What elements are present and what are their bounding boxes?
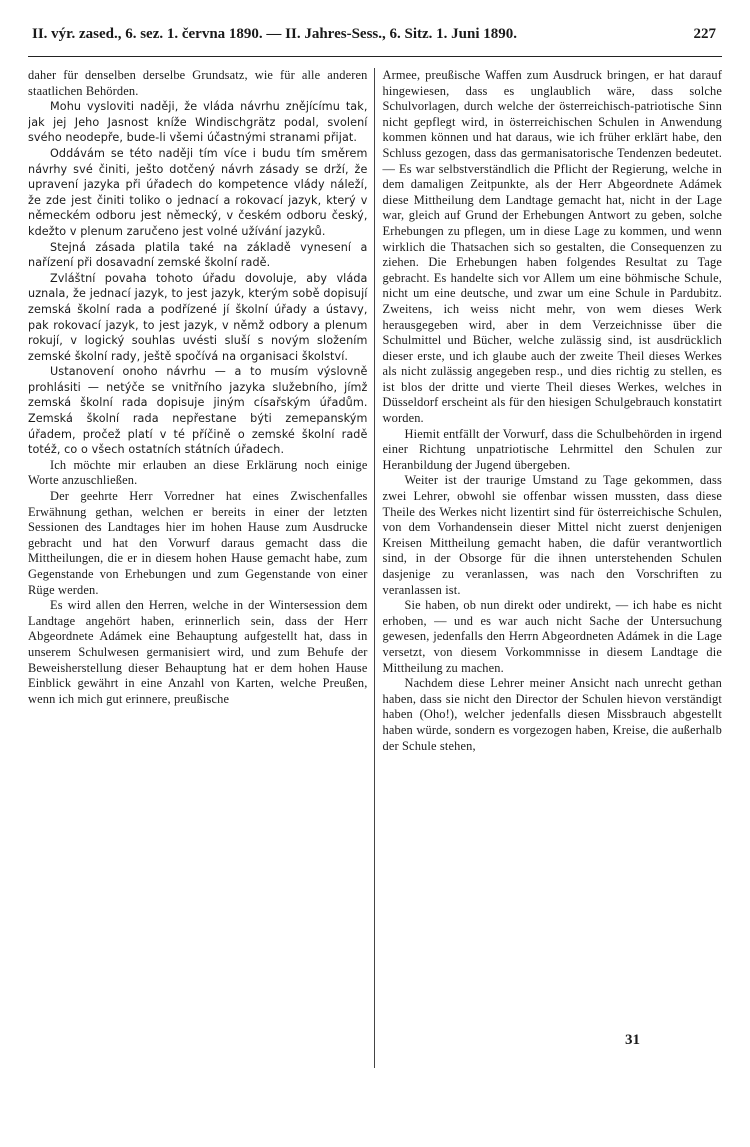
paragraph: Ustanovení onoho návrhu — a to musím výslovně prohlásiti — netýče se vnitřního jazyka služebního, jímž zemská školní rada dopisuje jiným císařským úřadům. Zemská školní rada nepřestane býti zemepanským úřadem, pročež platí v té příčině o zemské školní radě totéž, co o všech ostatních státních úřadech. (28, 365, 368, 457)
paragraph: Der geehrte Herr Vorredner hat eines Zwischenfalles Erwähnung gethan, welchen er bereits in einer der letzten Sessionen des Landtages hier im hohen Hause zum Ausdrucke gebracht und hat den Vorwurf daraus gemacht dass die Mittheilungen, die er in diesem hohen Hause gemacht habe, zum Gegenstande von Erhebungen und zum Gegenstande von einer Rüge werden. (28, 489, 368, 597)
text-columns (28, 68, 722, 1068)
paragraph: Zvláštní povaha tohoto úřadu dovoluje, aby vláda uznala, že jednací jazyk, to jest jazyk, kterým sobě dopisují zemská školní rada a podřízené jí školní úřady a ústavy, pak rokovací jazyk, to jest jazyk, v němž odbory a plenum rokují, v logický souhlas uvésti sluší s novým složením zemské školní rady, ještě spočívá na organisaci školství. (28, 271, 368, 363)
running-header (28, 26, 722, 48)
sheet-signature: 31 (625, 1032, 640, 1048)
paragraph: Armee, preußische Waffen zum Ausdruck bringen, er hat darauf hingewiesen, dass es unglaublich wäre, dass solche Schulvorlagen, durch welche der österreichisch-patriotische Sinn nicht gepflegt wird, in österreichischen Schulen in Anwendung kommen können und hat daraus, wie ich früher erklärt habe, den Schluss gezogen, dass das germanisatorische Tendenzen bedeutet. — Es war selbstverständlich die Pflicht der Regierung, welche in dem damaligen Zeitpunkte, als der Herr Abgeordnete Adámek diese Mittheilung dem Landtage gemacht hat, nicht in der Lage war, gleich auf Grund der Erhebungen Antwort zu geben, solche Erhebungen zu pflegen, um in diese Lage zu kommen, und wenn wirklich die Thatsachen sich so gestalten, die Consequenzen zu ziehen. Die Erhebungen haben folgendes Resultat zu Tage gebracht. Es handelte sich vor Allem um eine böhmische Schule, nicht um eine deutsche, und zwar um eine Schule in Pardubitz. Zweitens, ich weiss nicht mehr, von wem dieses Werk herausgegeben wird, aber in dem Verzeichnisse über die Schulmittel und Bücher, welche zulässig sind, ist ausdrücklich dieser erste, und ich glaube auch der zweite Theil dieses Werkes als nicht zulässig angegeben resp., und dies richtig zu stellen, es ist blos der dritte und vierte Theil dieses Werkes, welches in Düsseldorf erscheint als für den hiesigen Schulgebrauch konstatirt worden. (382, 68, 722, 426)
header-title: II. výr. zased., 6. sez. 1. června 1890. — II. Jahres-Sess., 6. Sitz. 1. Juni 1890. (32, 26, 518, 42)
header-page-number: 227 (693, 26, 716, 42)
paragraph: Stejná zásada platila také na základě vynesení a nařízení při dosavadní zemské školní radě. (28, 240, 368, 270)
paragraph: Weiter ist der traurige Umstand zu Tage gekommen, dass zwei Lehrer, obwohl sie offenbar wissen mussten, dass diese Theile des Werkes nicht lizentirt sind für österreichische Schulen, von dem Vorhandensein dieser Mittel nicht zuerst denjenigen Kreisen Mittheilung gemacht haben, die dafür verantwortlich sind, in der Obsorge für die ihnen unterstehenden Schulen dasjenige zu veranlassen, was nach den Vorschriften zu veranlassen ist. (382, 473, 722, 597)
paragraph: Sie haben, ob nun direkt oder undirekt, — ich habe es nicht erhoben, — und es war auch nicht Sache der Untersuchung gewesen, jedenfalls den Herrn Abgeordneten Adámek in die Lage versetzt, von diesem Vorkommnisse in diesem Landtage die Mittheilung zu machen. (382, 598, 722, 675)
paragraph: Nachdem diese Lehrer meiner Ansicht nach unrecht gethan haben, dass sie nicht den Director der Schulen hievon verständigt haben (Oho!), welcher jedenfalls diesen Missbrauch abgestellt haben würde, sondern es vorgezogen haben, Kreise, die außerhalb der Schule stehen, (382, 676, 722, 753)
left-column (28, 68, 374, 1068)
header-rule (28, 56, 722, 57)
paragraph: Hiemit entfällt der Vorwurf, dass die Schulbehörden in irgend einer Richtung unpatriotische Lehrmittel den Schulen zur Heranbildung der Jugend übergeben. (382, 426, 722, 472)
paragraph: daher für denselben derselbe Grundsatz, wie für alle anderen staatlichen Behörden. (28, 68, 368, 98)
paragraph: Es wird allen den Herren, welche in der Wintersession dem Landtage angehört haben, erinnerlich sein, dass der Herr Abgeordnete Adámek eine Behauptung aufgestellt hat, dass in unserem Schulwesen germanisiert wird, und zum Behufe der Beweisherstellung dieser Behauptung hat er dem hohen Hause Einblick gewährt in eine Anzahl von Karten, welche Preußen, wenn ich mich gut erinnere, preußische (28, 598, 368, 706)
paragraph: Ich möchte mir erlauben an diese Erklärung noch einige Worte anzuschließen. (28, 457, 368, 488)
paragraph: Oddávám se této naději tím více i budu tím směrem návrhy své činiti, ješto dotčený návrh zásady se drží, že upravení jazyka při úřadech do kompetence vlády náleží, že zde jest činiti toliko o jednací a rokovací jazyk, který v německém odboru jest německý, v českém odboru český, kdežto v plenum zaručeno jest volné užívání jazyků. (28, 146, 368, 238)
right-column (374, 68, 723, 1068)
paragraph: Mohu vysloviti naději, že vláda návrhu znějícímu tak, jak jej Jeho Jasnost kníže Windischgrätz podal, svolení svého neodepře, bude-li všemi účastnými stranami přijat. (28, 100, 368, 145)
document-page (28, 26, 722, 1126)
